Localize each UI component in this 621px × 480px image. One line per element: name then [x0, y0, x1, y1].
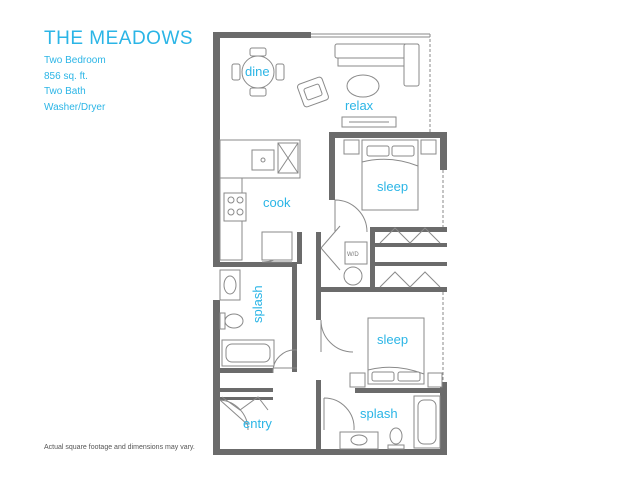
- nightstand-1a: [344, 140, 359, 154]
- room-label-sleep-2: sleep: [377, 332, 409, 347]
- door-bath2: [324, 398, 354, 430]
- bedroom2-furniture: [350, 318, 442, 387]
- dining-chair-top: [250, 48, 266, 56]
- walls: [213, 32, 447, 455]
- spec-laundry: Washer/Dryer: [44, 101, 106, 113]
- room-label-sleep-1: sleep: [377, 179, 409, 194]
- wall-top-left: [213, 32, 311, 38]
- wall-hall-vertical: [297, 232, 302, 264]
- wall-bath2-top: [355, 388, 447, 393]
- room-label-relax: relax: [345, 98, 374, 113]
- wall-bedroom-top: [329, 132, 447, 138]
- room-label-splash-1: splash: [250, 285, 265, 323]
- room-label-splash-2: splash: [360, 406, 398, 421]
- room-label-dine: dine: [245, 64, 270, 79]
- bath1-fixtures: [220, 270, 274, 366]
- laundry: [344, 242, 367, 285]
- spec-bathrooms: Two Bath: [44, 86, 86, 97]
- room-label-cook: cook: [263, 195, 291, 210]
- wall-bath1-top: [213, 262, 295, 267]
- coffee-table: [347, 75, 379, 97]
- dining-chair-right: [276, 64, 284, 80]
- nightstand-2a: [350, 373, 365, 387]
- room-label-entry: entry: [243, 416, 272, 431]
- wall-closet2-top: [375, 262, 447, 266]
- room-label-laundry: W/D: [347, 252, 359, 258]
- bedroom1-furniture: [344, 140, 436, 210]
- spec-bedrooms: Two Bedroom: [44, 55, 106, 66]
- dining-chair-bottom: [250, 88, 266, 96]
- wall-bedroom2-left: [316, 292, 321, 320]
- bath2-fixtures: [340, 396, 440, 449]
- nightstand-2b: [428, 373, 442, 387]
- wall-bedroom2-left-lower: [316, 380, 321, 455]
- door-closet2: [380, 272, 440, 287]
- living-furniture: [232, 44, 419, 127]
- wall-bath1-bottom: [213, 368, 273, 373]
- wall-left-upper: [213, 32, 220, 264]
- toilet-2: [390, 428, 402, 444]
- water-heater: [344, 267, 362, 285]
- wall-entry-closet: [213, 388, 273, 392]
- sofa-chaise: [404, 44, 419, 86]
- stove: [224, 193, 246, 221]
- plan-title: THE MEADOWS: [44, 28, 194, 49]
- dining-chair-left: [232, 64, 240, 80]
- spec-square-footage: 856 sq. ft.: [44, 70, 88, 82]
- footer-disclaimer: Actual square footage and dimensions may vary.: [44, 444, 195, 451]
- wall-hall-bottom: [316, 287, 447, 292]
- refrigerator: [262, 232, 292, 260]
- wall-laundry-left: [316, 232, 321, 292]
- toilet-tank-1: [220, 313, 225, 329]
- toilet-tank-2: [388, 445, 404, 449]
- wall-bedroom1-bottom: [370, 227, 447, 232]
- door-bedroom2: [321, 320, 353, 352]
- wall-bottom: [213, 449, 446, 455]
- wall-bath1-right: [292, 262, 297, 372]
- toilet-1: [225, 314, 243, 328]
- wall-left-lower: [213, 300, 220, 455]
- door-laundry: [321, 226, 340, 270]
- wall-closet-divider: [370, 243, 447, 247]
- wall-bedroom1-left: [329, 132, 335, 200]
- nightstand-1b: [421, 140, 436, 154]
- wall-laundry-right: [370, 232, 375, 292]
